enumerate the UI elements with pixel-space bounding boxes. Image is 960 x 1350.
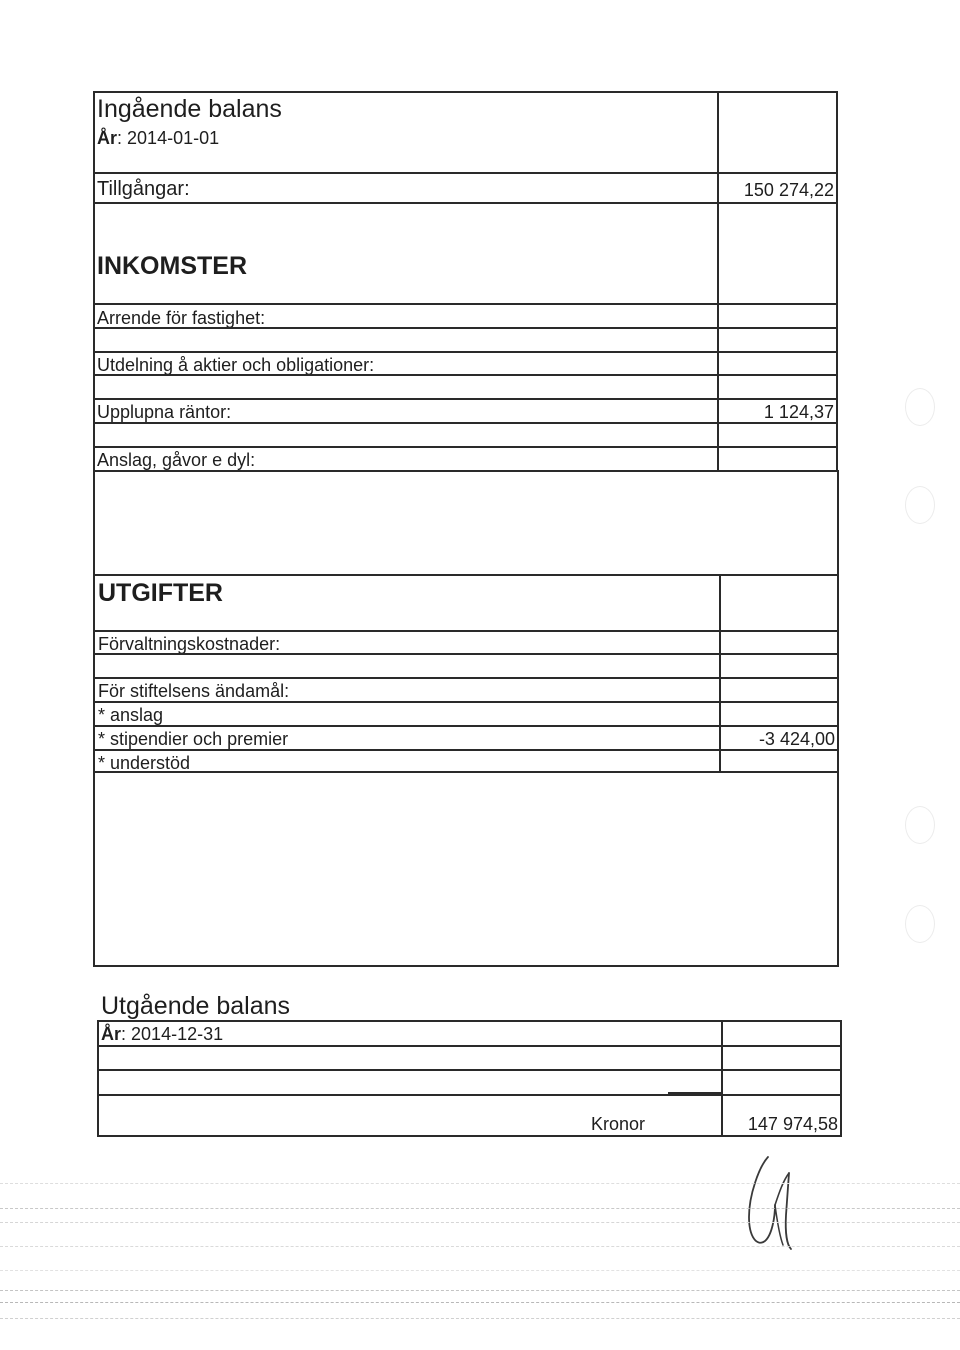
purpose-label: För stiftelsens ändamål:	[98, 681, 290, 701]
divider-line	[93, 701, 839, 703]
scan-noise	[0, 1222, 960, 1223]
divider-line	[93, 398, 838, 400]
scan-noise	[0, 1208, 960, 1209]
closing-balance-title: Utgående balans	[101, 992, 291, 1020]
closing-year-key: År	[101, 1024, 122, 1044]
closing-year-value: 2014-12-31	[131, 1024, 224, 1044]
punch-hole	[905, 486, 935, 524]
opening-year-value: 2014-01-01	[127, 128, 220, 148]
divider-line	[93, 351, 838, 353]
income-row-label: Arrende för fastighet:	[97, 308, 266, 328]
scan-noise	[0, 1183, 960, 1184]
divider-line	[93, 422, 838, 424]
scan-noise	[0, 1290, 960, 1291]
divider-line	[93, 574, 839, 576]
divider-line	[93, 630, 839, 632]
punch-hole	[905, 388, 935, 426]
income-row-label: Anslag, gåvor e dyl:	[97, 450, 256, 470]
divider-line	[93, 303, 838, 305]
divider-line	[93, 446, 838, 448]
income-heading: INKOMSTER	[97, 252, 247, 280]
signature-initials	[735, 1145, 825, 1260]
divider-line	[97, 1069, 842, 1071]
divider-line	[93, 749, 839, 751]
divider-line	[93, 653, 839, 655]
scholarships-value: -3 424,00	[758, 729, 835, 749]
divider-line	[93, 374, 838, 376]
opening-balance-title: Ingående balans	[97, 95, 282, 123]
expense-item-label: * anslag	[98, 705, 164, 725]
divider-line	[93, 725, 839, 727]
divider-line	[93, 771, 839, 773]
income-row-label: Upplupna räntor:	[97, 402, 232, 422]
scan-noise	[0, 1246, 960, 1247]
closing-total-value: 147 974,58	[747, 1114, 838, 1134]
scan-noise	[0, 1302, 960, 1303]
scan-noise	[0, 1318, 960, 1319]
expenses-section	[93, 470, 839, 967]
expense-item-label: * understöd	[98, 753, 191, 773]
opening-year-key: År	[97, 128, 118, 148]
admin-costs-label: Förvaltningskostnader:	[98, 634, 281, 654]
income-row-label: Utdelning å aktier och obligationer:	[97, 355, 375, 375]
divider-line	[93, 172, 838, 174]
divider-line	[93, 327, 838, 329]
punch-hole	[905, 806, 935, 844]
divider-line	[97, 1094, 842, 1096]
divider-line	[93, 202, 838, 204]
currency-label: Kronor	[591, 1114, 646, 1134]
opening-year: År: 2014-01-01	[97, 128, 220, 148]
expenses-heading: UTGIFTER	[98, 579, 223, 607]
divider-line	[93, 677, 839, 679]
closing-year: År: 2014-12-31	[101, 1024, 224, 1044]
value-column-divider	[721, 1020, 723, 1136]
punch-hole	[905, 905, 935, 943]
assets-label: Tillgångar:	[97, 178, 190, 200]
total-underline	[668, 1092, 722, 1094]
value-column-divider	[717, 91, 719, 471]
accrued-interest-value: 1 124,37	[763, 402, 834, 422]
assets-value: 150 274,22	[743, 180, 834, 200]
scan-noise	[0, 1270, 960, 1271]
expense-item-label: * stipendier och premier	[98, 729, 289, 749]
divider-line	[97, 1045, 842, 1047]
value-column-divider	[719, 574, 721, 772]
